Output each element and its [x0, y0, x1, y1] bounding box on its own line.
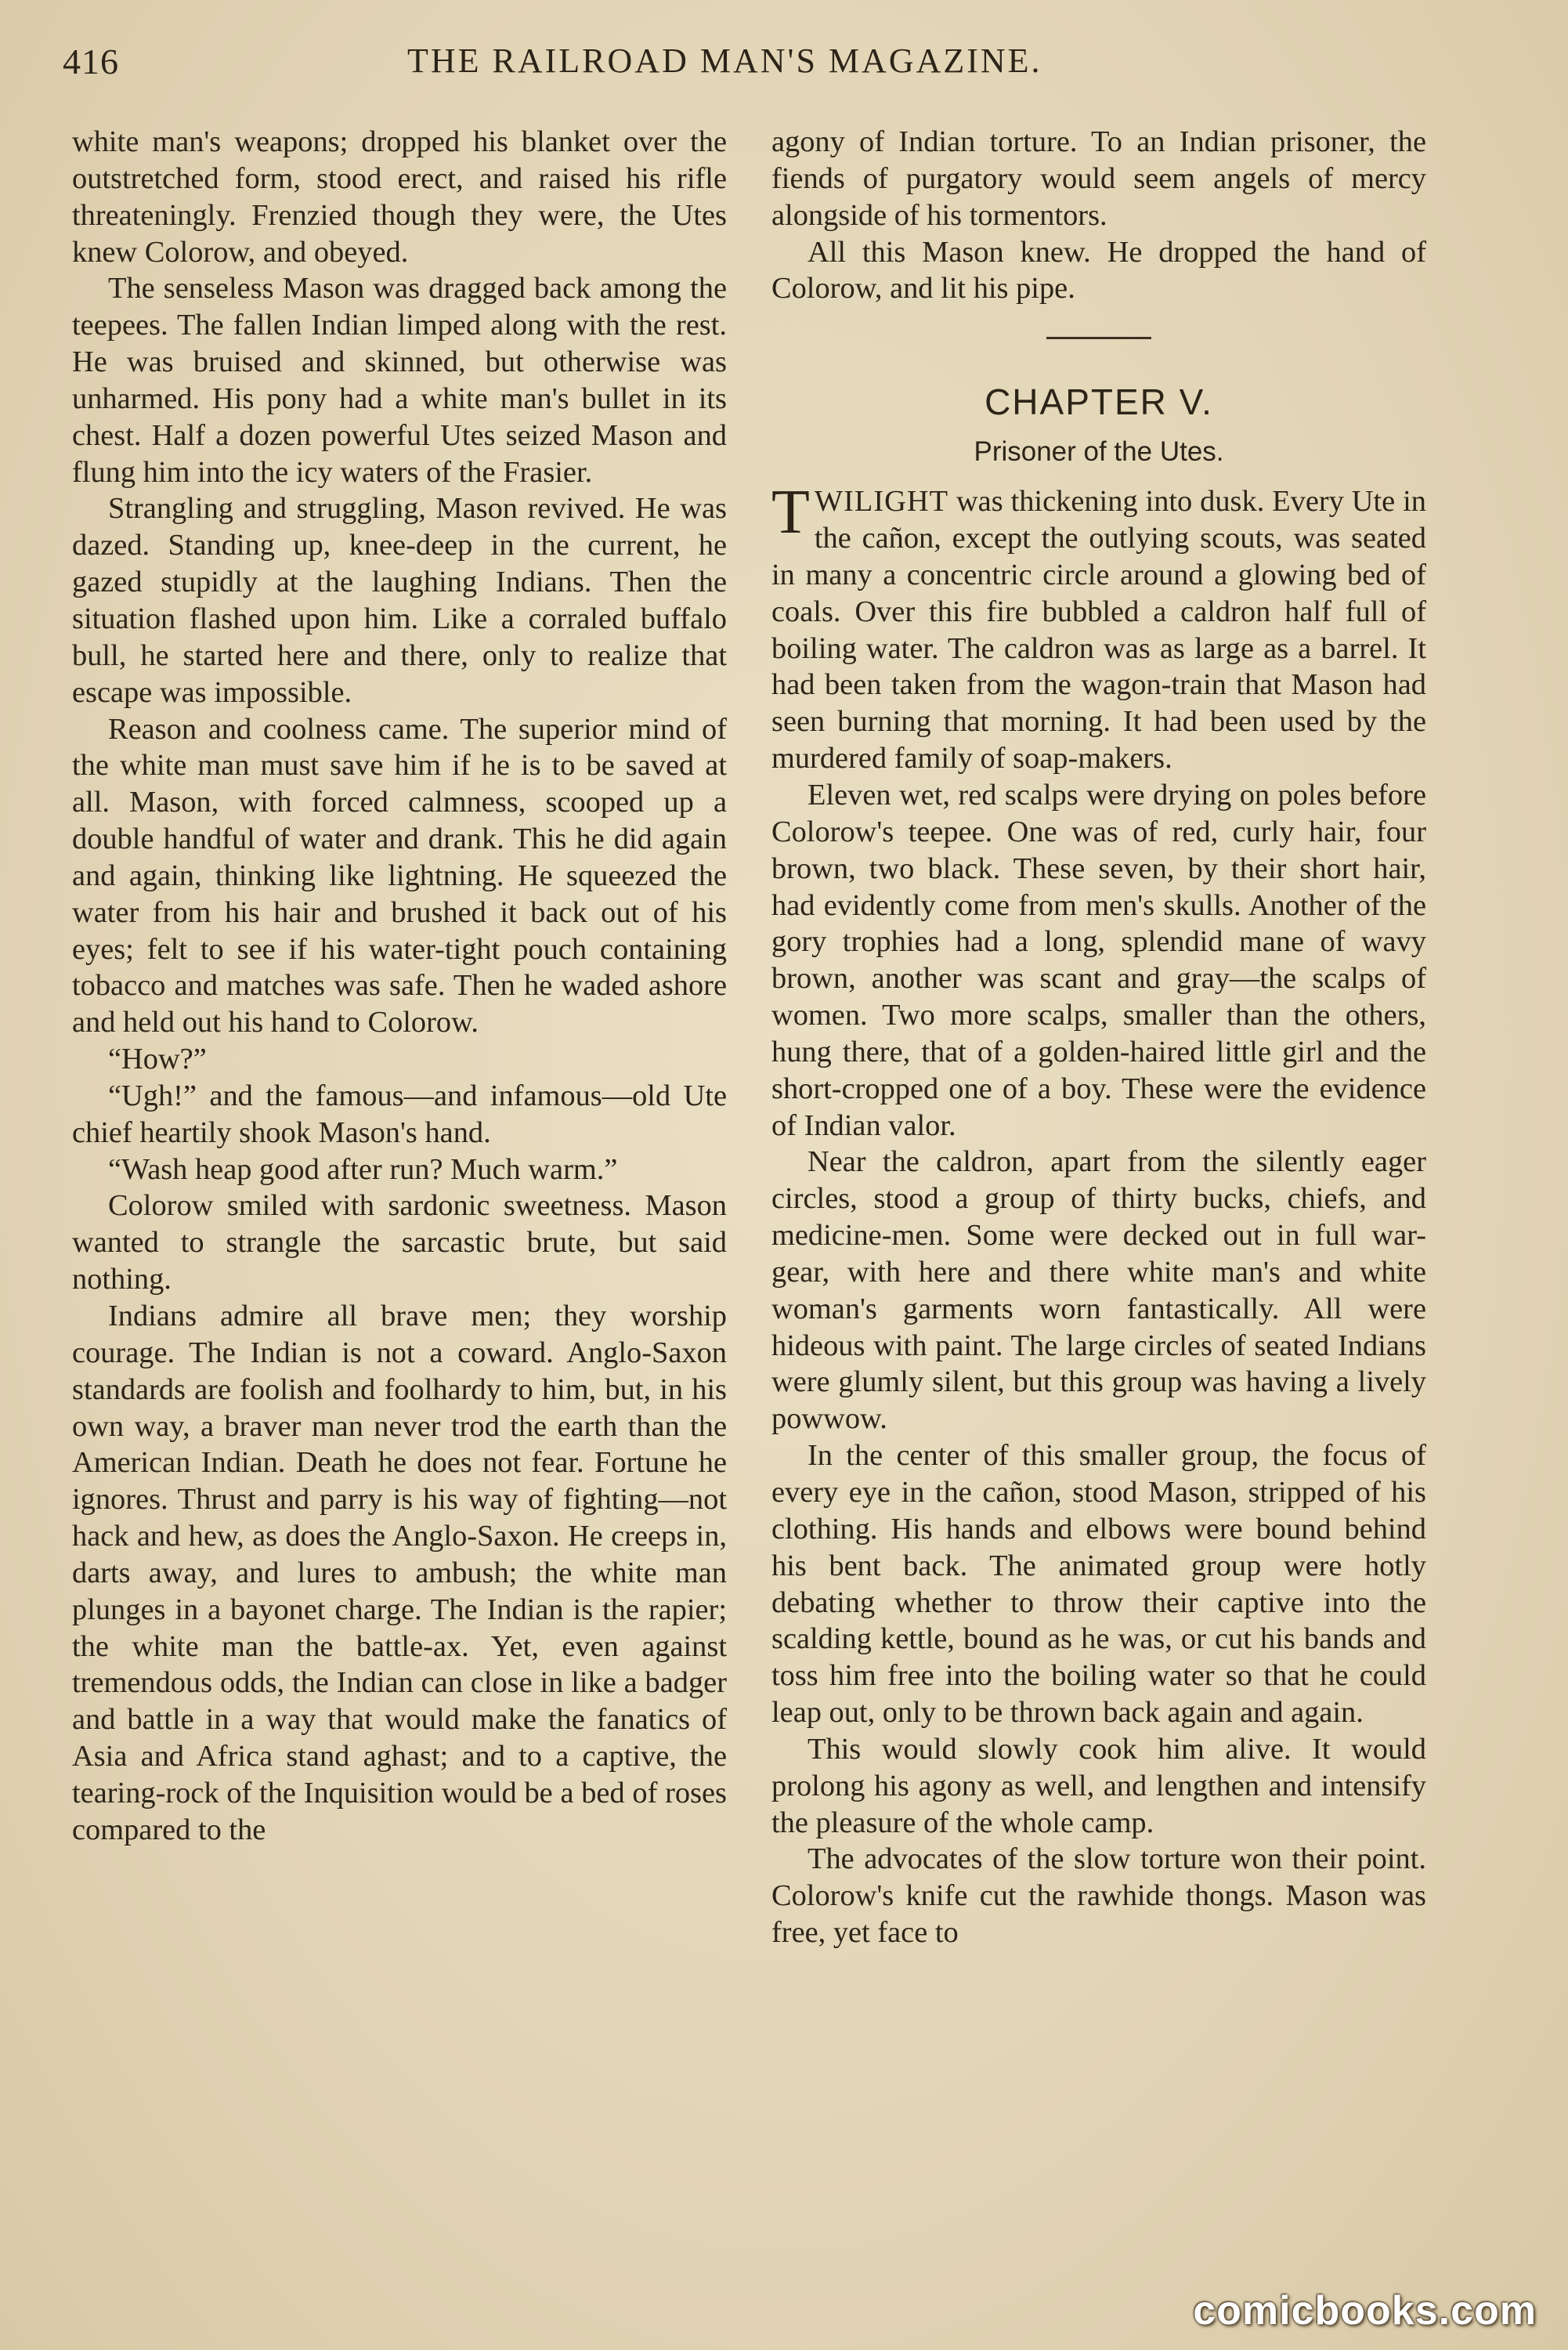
- paragraph: The advocates of the slow torture won their point. Colorow's knife cut the rawhide thongs. Mason was free, yet face to: [771, 1842, 1426, 1950]
- paragraph: Indians admire all brave men; they worship courage. The Indian is not a coward. Anglo-Saxon standards are foolish and foolhardy to him, but, in his own way, a braver man never trod the earth than the American Indian. Death he does not fear. Fortune he ignores. Thrust and parry is his way of fighting—not hack and hew, as does the Anglo-Saxon. He creeps in, darts away, and lures to ambush; the white man plunges in a bayonet charge. The Indian is the rapier; the white man the battle-ax. Yet, even against tremendous odds, the Indian can close in like a badger and battle in a way that would make the fanatics of Asia and Africa stand aghast; and to a captive, the tearing-rock of the Inquisition would be a bed of roses compared to the: [72, 1300, 727, 1846]
- dialogue-line: “Wash heap good after run? Much warm.”: [108, 1152, 618, 1186]
- opening-text: was thickening into dusk. Every Ute in the cañon, except the outlying scouts, was seated in many a concentric circle around a glowing bed of coals. Over this fire bubbled a caldron half full of boiling water. The caldron was as large as a barrel. It had been taken from the wagon-train that Mason had seen burning that morning. It had been used by the murdered family of soap-makers.: [771, 485, 1426, 776]
- left-column: [72, 124, 727, 1849]
- chapter-opening-paragraph: [771, 478, 1426, 777]
- paragraph: Colorow smiled with sardonic sweetness. Mason wanted to strangle the sarcastic brute, but said nothing.: [72, 1189, 727, 1296]
- page-header: [63, 41, 1513, 97]
- paragraph: In the center of this smaller group, the focus of every eye in the cañon, stood Mason, stripped of his clothing. His hands and elbows were bound behind his bent back. The animated group were hotly debating whether to throw their captive into the scalding kettle, bound as he was, or cut his bands and toss him free into the boiling water so that he could leap out, only to be thrown back again and again.: [771, 1439, 1426, 1730]
- right-column: [771, 124, 1426, 1951]
- paragraph: Eleven wet, red scalps were drying on poles before Colorow's teepee. One was of red, curly hair, four brown, two black. These seven, by their short hair, had evidently come from men's skulls. Another of the gory trophies had a long, splendid mane of wavy brown, another was scant and gray—the scalps of women. Two more scalps, smaller than the others, hung there, that of a golden-haired little girl and the short-cropped one of a boy. These were the evidence of Indian valor.: [771, 778, 1426, 1142]
- paragraph: The senseless Mason was dragged back among the teepees. The fallen Indian limped along with the rest. He was bruised and skinned, but otherwise was unharmed. His pony had a white man's bullet in its chest. Half a dozen powerful Utes seized Mason and flung him into the icy waters of the Frasier.: [72, 272, 727, 489]
- paragraph: Strangling and struggling, Mason revived. He was dazed. Standing up, knee-deep in the current, he gazed stupidly at the laughing Indians. Then the situation flashed upon him. Like a corraled buffalo bull, he started here and there, only to realize that escape was impossible.: [72, 492, 727, 709]
- paragraph: Reason and coolness came. The superior mind of the white man must save him if he is to be saved at all. Mason, with forced calmness, scooped up a double handful of water and drank. This he did again and again, thinking like lightning. He squeezed the water from his hair and brushed it back out of his eyes; felt to see if his water-tight pouch containing tobacco and matches was safe. Then he waded ashore and held out his hand to Colorow.: [72, 712, 727, 1039]
- watermark: comicbooks.com: [1193, 2288, 1537, 2334]
- paragraph: white man's weapons; dropped his blanket over the outstretched form, stood erect, and raised his rifle threateningly. Frenzied though they were, the Utes knew Colorow, and obeyed.: [72, 125, 727, 269]
- dialogue-line: “Ugh!” and the famous—and infamous—old Ute chief heartily shook Mason's hand.: [72, 1079, 727, 1149]
- section-divider: [1046, 337, 1151, 339]
- chapter-subtitle: Prisoner of the Utes.: [974, 436, 1224, 468]
- page-number: 416: [63, 42, 119, 81]
- running-head: THE RAILROAD MAN'S MAGAZINE.: [407, 42, 1042, 80]
- paragraph: Near the caldron, apart from the silently eager circles, stood a group of thirty bucks, chiefs, and medicine-men. Some were decked out in full war-gear, with here and there white man's and white woman's garments worn fantastically. All were hideous with paint. The large circles of seated Indians were glumly silent, but this group was having a lively powwow.: [771, 1145, 1426, 1436]
- dialogue-line: “How?”: [108, 1043, 207, 1076]
- opening-small-caps: WILIGHT: [814, 485, 949, 519]
- chapter-heading: CHAPTER V.: [985, 381, 1213, 423]
- paragraph: This would slowly cook him alive. It would prolong his agony as well, and lengthen and intensify the pleasure of the whole camp.: [771, 1732, 1426, 1839]
- drop-cap: T: [771, 478, 810, 548]
- paragraph: agony of Indian torture. To an Indian prisoner, the fiends of purgatory would seem angels of mercy alongside of his tormentors.: [771, 125, 1426, 232]
- paragraph: All this Mason knew. He dropped the hand of Colorow, and lit his pipe.: [771, 235, 1426, 306]
